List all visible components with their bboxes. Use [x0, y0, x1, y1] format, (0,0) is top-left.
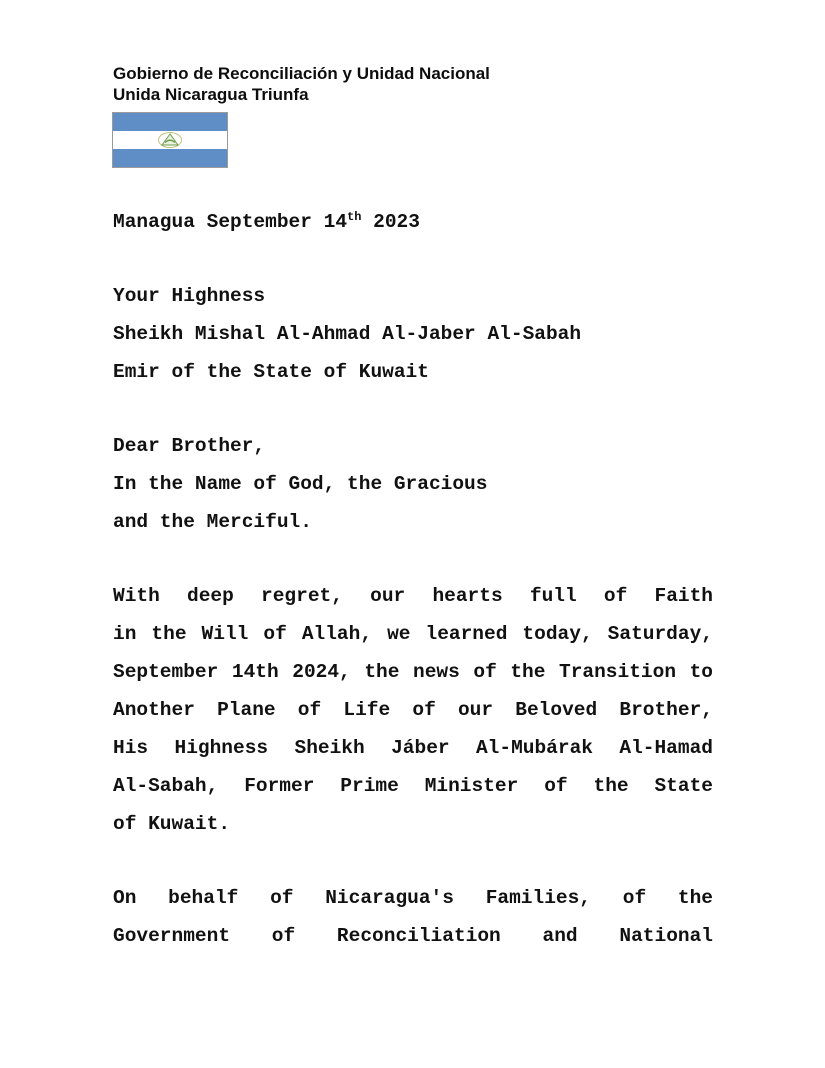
- date-block: [113, 198, 713, 241]
- salutation-block: [113, 427, 713, 541]
- recipient-line: Your Highness: [113, 285, 266, 307]
- body-line: September 14th 2024, the news of the Transition to: [113, 661, 713, 683]
- org-header: [113, 63, 490, 105]
- flag-stripe-bottom: [113, 149, 227, 167]
- letter-body: [113, 198, 713, 955]
- body-line: His Highness Sheikh Jáber Al-Mubárak Al-Hamad: [113, 737, 713, 759]
- body-line: Government of Reconciliation and National: [113, 925, 713, 947]
- flag-stripe-middle: [113, 131, 227, 149]
- body-line: Another Plane of Life of our Beloved Brother,: [113, 699, 713, 721]
- body-paragraph-1: [113, 577, 713, 843]
- recipient-block: [113, 277, 713, 391]
- date-superscript: th: [347, 210, 362, 224]
- flag-stripe-top: [113, 113, 227, 131]
- body-paragraph-2: [113, 879, 713, 955]
- flag-emblem-icon: [157, 132, 183, 149]
- date-text: Managua September 14: [113, 211, 348, 233]
- body-line: Al-Sabah, Former Prime Minister of the State: [113, 775, 713, 797]
- date-year: 2023: [373, 211, 420, 233]
- salutation-line: In the Name of God, the Gracious: [113, 473, 488, 495]
- salutation-line: Dear Brother,: [113, 435, 266, 457]
- recipient-line: Emir of the State of Kuwait: [113, 361, 429, 383]
- body-line: of Kuwait.: [113, 813, 231, 835]
- recipient-line: Sheikh Mishal Al-Ahmad Al-Jaber Al-Sabah: [113, 323, 582, 345]
- body-line: With deep regret, our hearts full of Faith: [113, 585, 713, 607]
- date-line: [113, 198, 713, 241]
- header-line-1: Gobierno de Reconciliación y Unidad Nacional: [113, 64, 490, 83]
- header-line-2: Unida Nicaragua Triunfa: [113, 85, 309, 104]
- body-line: On behalf of Nicaragua's Families, of the: [113, 887, 713, 909]
- nicaragua-flag-icon: [112, 112, 228, 168]
- salutation-line: and the Merciful.: [113, 511, 312, 533]
- body-line: in the Will of Allah, we learned today, Saturday,: [113, 623, 713, 645]
